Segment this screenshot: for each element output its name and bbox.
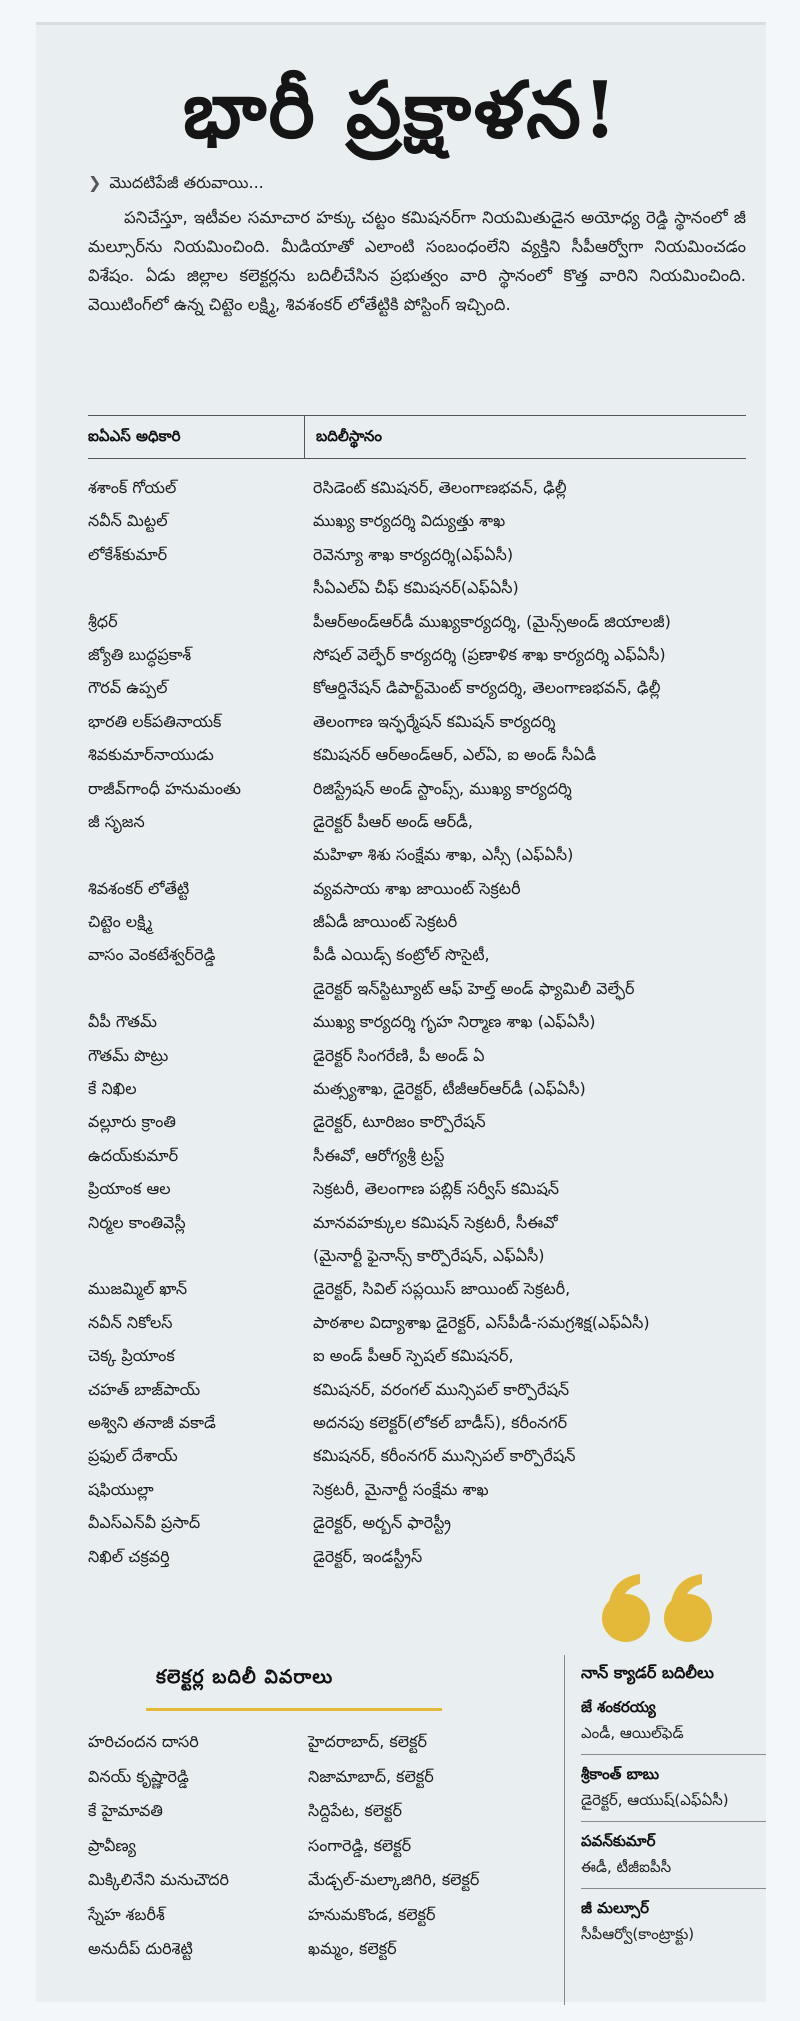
posting-detail: డైరెక్టర్ ఇన్‌స్టిట్యూట్ ఆఫ్ హెల్త్ అండ్ ఫ్యామిలీ వెల్ఫేర్ bbox=[313, 978, 635, 998]
collector-posting: మేడ్చల్-మల్కాజిగిరి, కలెక్టర్ bbox=[308, 1870, 480, 1889]
officer-name: నవీన్ మిట్టల్ bbox=[88, 511, 168, 531]
posting-detail: పీఆర్అండ్‌ఆర్‌డీ ముఖ్యకార్యదర్శి, (మైన్స్‌అండ్ జియాలజీ) bbox=[313, 611, 671, 631]
posting-detail: మానవహక్కుల కమిషన్ సెక్రటరీ, సీఈవో bbox=[313, 1212, 558, 1232]
collector-posting: ఖమ్మం, కలెక్టర్ bbox=[308, 1939, 397, 1958]
posting-detail: ముఖ్య కార్యదర్శి గృహ నిర్మాణ శాఖ (ఎఫ్ఏసీ) bbox=[313, 1012, 596, 1032]
collector-name: స్నేహ శబరీశ్ bbox=[88, 1904, 165, 1924]
non-cadre-item bbox=[581, 1821, 766, 1888]
posting-detail: మత్స్యశాఖ, డైరెక్టర్, టీజీఆర్ఆర్‌డీ (ఎఫ్ఏసీ) bbox=[313, 1079, 586, 1099]
table-row bbox=[88, 905, 768, 938]
officer-name: వీపీ గౌతమ్ bbox=[88, 1012, 157, 1032]
intro-paragraph: పనిచేస్తూ, ఇటీవల సమాచార హక్కు చట్టం కమిషనర్‌గా నియమితుడైన అయోధ్య రెడ్డి స్థానంలో జీ మల్సూర్‌ను నియమించింది. మీడియాతో ఎలాంటి సంబంధంలేని వ్యక్తిని సీపీఆర్వోగా నియమించడం విశేషం. ఏడు జిల్లాల కలెక్టర్లను బదిలీచేసిన ప్రభుత్వం వారి స్థానంలో కొత్త వారిని నియమించింది. వెయిటింగ్‌లో ఉన్న చిట్టెం లక్ష్మి, శివశంకర్ లోతేట్టికి పోస్టింగ్ ఇచ్చింది. bbox=[88, 208, 746, 314]
collector-name: వినయ్ కృష్ణారెడ్డి bbox=[88, 1766, 189, 1786]
posting-detail: డైరెక్టర్, టూరిజం కార్పొరేషన్ bbox=[313, 1112, 486, 1132]
collector-name: హరిచందన దాసరి bbox=[88, 1732, 199, 1751]
non-cadre-transfer-list bbox=[581, 1690, 766, 1955]
officer-name: జీ సృజన bbox=[88, 811, 145, 831]
table-row bbox=[88, 638, 768, 671]
table-row bbox=[88, 772, 768, 805]
collector-row bbox=[88, 1725, 558, 1760]
non-cadre-section-title: నాన్ క్యాడర్ బదిలీలు bbox=[581, 1663, 714, 1682]
collector-transfer-list bbox=[88, 1725, 558, 1967]
collector-row bbox=[88, 1898, 558, 1933]
officer-name: నవీన్ నికోలస్ bbox=[88, 1312, 173, 1332]
collector-name: మిక్కిలినేని మనుచౌదరి bbox=[88, 1870, 230, 1889]
continued-label: మొదటిపేజీ తరువాయి... bbox=[109, 173, 264, 192]
officer-name: అశ్విని తనాజీ వకాడే bbox=[88, 1412, 216, 1432]
table-row bbox=[88, 1373, 768, 1406]
continued-from-front-page bbox=[88, 173, 264, 196]
table-header-rule bbox=[88, 458, 746, 459]
officer-name: చెక్క ప్రియాంక bbox=[88, 1346, 175, 1366]
non-cadre-item bbox=[581, 1888, 766, 1955]
collector-row bbox=[88, 1794, 558, 1829]
posting-detail: సెక్రటరీ, తెలంగాణ పబ్లిక్ సర్వీస్ కమిషన్ bbox=[313, 1179, 559, 1199]
non-cadre-name: జే శంకరయ్య bbox=[581, 1698, 656, 1716]
officer-name: గౌరవ్ ఉప్పల్ bbox=[88, 678, 168, 698]
non-cadre-posting: సీపీఆర్వో(కాంట్రాక్టు) bbox=[581, 1925, 695, 1943]
officer-name: నిఖిల్ చక్రవర్తి bbox=[88, 1546, 170, 1566]
newspaper-page bbox=[36, 22, 766, 2002]
collector-row bbox=[88, 1863, 558, 1898]
table-row bbox=[88, 838, 768, 871]
officer-name: భారతి లక్‌పతినాయక్ bbox=[88, 711, 222, 731]
table-row bbox=[88, 1473, 768, 1506]
collector-row bbox=[88, 1932, 558, 1967]
posting-detail: ముఖ్య కార్యదర్శి విద్యుత్తు శాఖ bbox=[313, 511, 506, 531]
table-row bbox=[88, 1206, 768, 1239]
posting-detail: డైరెక్టర్ పీఆర్ అండ్ ఆర్‌డీ, bbox=[313, 811, 473, 831]
officer-name: శశాంక్ గోయల్ bbox=[88, 478, 177, 497]
posting-detail: కమిషనర్, వరంగల్ మున్సిపల్ కార్పొరేషన్ bbox=[313, 1379, 570, 1399]
table-row bbox=[88, 872, 768, 905]
non-cadre-name: జీ మల్సూర్ bbox=[581, 1899, 649, 1917]
collector-name: ప్రావీణ్య bbox=[88, 1835, 136, 1855]
table-row bbox=[88, 1039, 768, 1072]
officer-name: లోకేశ్‌కుమార్ bbox=[88, 544, 168, 564]
table-top-rule bbox=[88, 415, 746, 416]
officer-name: శ్రీధర్ bbox=[88, 611, 118, 631]
posting-detail: అదనపు కలెక్టర్(లోకల్ బాడీస్), కరీంనగర్ bbox=[313, 1412, 568, 1432]
non-cadre-posting: ఎండీ, ఆయిల్‌ఫెడ్ bbox=[581, 1724, 684, 1742]
quote-mark-icon bbox=[596, 1570, 736, 1650]
posting-detail: సీఈవో, ఆరోగ్యశ్రీ ట్రస్ట్ bbox=[313, 1145, 445, 1165]
officer-name: చిట్టెం లక్ష్మి bbox=[88, 912, 153, 932]
table-row bbox=[88, 671, 768, 704]
non-cadre-posting: ఈడీ, టీజీఐపీసీ bbox=[581, 1858, 672, 1876]
posting-detail: పీడీ ఎయిడ్స్ కంట్రోల్ సొసైటీ, bbox=[313, 945, 490, 965]
table-row bbox=[88, 1005, 768, 1038]
non-cadre-name: శ్రీకాంత్ బాబు bbox=[581, 1765, 660, 1783]
officer-name: ప్రియాంక ఆల bbox=[88, 1179, 171, 1199]
table-row bbox=[88, 1540, 768, 1573]
table-row bbox=[88, 972, 768, 1005]
non-cadre-item bbox=[581, 1690, 766, 1754]
table-row bbox=[88, 738, 768, 771]
officer-name: వీఎస్ఎన్‌వీ ప్రసాద్ bbox=[88, 1513, 201, 1533]
posting-detail: తెలంగాణ ఇన్ఫర్మేషన్ కమిషన్ కార్యదర్శి bbox=[313, 711, 556, 731]
officer-name: రాజీవ్‌గాంధీ హనుమంతు bbox=[88, 778, 241, 798]
posting-detail: డైరెక్టర్, అర్బన్ ఫారెస్ట్రీ bbox=[313, 1513, 451, 1533]
posting-detail: వ్యవసాయ శాఖ జాయింట్ సెక్రటరీ bbox=[313, 878, 521, 898]
officer-name: వాసం వెంకటేశ్వర్‌రెడ్డి bbox=[88, 945, 216, 965]
collector-posting: హనుమకొండ, కలెక్టర్ bbox=[308, 1904, 436, 1924]
table-row bbox=[88, 1339, 768, 1372]
non-cadre-name: పవన్‌కుమార్ bbox=[581, 1832, 656, 1850]
table-row bbox=[88, 1172, 768, 1205]
collector-name: కే హైమావతి bbox=[88, 1801, 163, 1820]
posting-detail: జీఏడీ జాయింట్ సెక్రటరీ bbox=[313, 912, 458, 932]
posting-detail: రెవెన్యూ శాఖ కార్యదర్శి(ఎఫ్ఏసీ) bbox=[313, 544, 514, 564]
headline: భారీ ప్రక్షాళన! bbox=[182, 65, 620, 156]
table-row bbox=[88, 538, 768, 571]
table-row bbox=[88, 1105, 768, 1138]
table-row bbox=[88, 1072, 768, 1105]
collector-posting: నిజామాబాద్, కలెక్టర్ bbox=[308, 1766, 434, 1786]
officer-name: కే నిఖిల bbox=[88, 1079, 137, 1099]
officer-name: శివశంకర్ లోతేట్టి bbox=[88, 878, 190, 898]
header-posting: బదిలీస్థానం bbox=[316, 427, 382, 445]
posting-detail: సెక్రటరీ, మైనార్టీ సంక్షేమ శాఖ bbox=[313, 1479, 489, 1499]
collector-row bbox=[88, 1760, 558, 1795]
collector-name: అనుదీప్ దురిశెట్టి bbox=[88, 1939, 193, 1958]
officer-name: గౌతమ్ పొట్రు bbox=[88, 1045, 169, 1065]
collector-posting: హైదరాబాద్, కలెక్టర్ bbox=[308, 1732, 427, 1751]
collector-posting: సిద్దిపేట, కలెక్టర్ bbox=[308, 1801, 402, 1820]
posting-detail: రెసిడెంట్ కమిషనర్, తెలంగాణభవన్, ఢిల్లీ bbox=[313, 478, 567, 497]
posting-detail: డైరెక్టర్ సింగరేణి, పీ అండ్ ఏ bbox=[313, 1045, 485, 1065]
table-row bbox=[88, 805, 768, 838]
collectors-section-title: కలెక్టర్ల బదిలీ వివరాలు bbox=[156, 1666, 334, 1688]
table-row bbox=[88, 938, 768, 971]
table-row bbox=[88, 1239, 768, 1272]
table-row bbox=[88, 1439, 768, 1472]
table-row bbox=[88, 571, 768, 604]
ias-transfer-list bbox=[88, 471, 768, 1573]
posting-detail: కోఆర్డినేషన్ డిపార్ట్‌మెంట్ కార్యదర్శి, తెలంగాణభవన్, ఢిల్లీ bbox=[313, 678, 661, 698]
posting-detail: కమిషనర్ ఆర్అండ్ఆర్, ఎల్ఏ, ఐ అండ్ సీఏడీ bbox=[313, 745, 597, 765]
table-row bbox=[88, 705, 768, 738]
table-row bbox=[88, 1272, 768, 1305]
table-row bbox=[88, 1506, 768, 1539]
officer-name: నిర్మల కాంతివెస్లీ bbox=[88, 1212, 186, 1232]
officer-name: ఉదయ్‌కుమార్ bbox=[88, 1145, 179, 1165]
officer-name: జ్యోతి బుద్ధప్రకాశ్ bbox=[88, 644, 192, 664]
officer-name: శివకుమార్‌నాయుడు bbox=[88, 745, 214, 765]
posting-detail: డైరెక్టర్, ఇండస్ట్రీస్ bbox=[313, 1546, 423, 1566]
posting-detail: సోషల్ వెల్ఫేర్ కార్యదర్శి (ప్రణాళిక శాఖ కార్యదర్శి ఎఫ్ఏసీ) bbox=[313, 644, 666, 664]
table-row bbox=[88, 1139, 768, 1172]
table-row bbox=[88, 504, 768, 537]
posting-detail: మహిళా శిశు సంక్షేమ శాఖ, ఎస్సీ (ఎఫ్ఏసీ) bbox=[313, 845, 574, 865]
posting-detail: డైరెక్టర్, సివిల్ సప్లయిస్ జాయింట్ సెక్రటరీ, bbox=[313, 1279, 571, 1299]
table-row bbox=[88, 605, 768, 638]
posting-detail: (మైనార్టీ ఫైనాన్స్ కార్పొరేషన్, ఎఫ్ఏసీ) bbox=[313, 1245, 545, 1265]
officer-name: ముజమ్మిల్ ఖాన్ bbox=[88, 1279, 188, 1299]
table-row bbox=[88, 1306, 768, 1339]
chevron-right-icon: ❯ bbox=[88, 173, 102, 192]
posting-detail: సీఏఎల్‌ఏ చీఫ్ కమిషనర్(ఎఫ్ఏసీ) bbox=[313, 578, 519, 598]
sidebar-divider bbox=[564, 1655, 565, 2005]
officer-name: వల్లూరు క్రాంతి bbox=[88, 1112, 176, 1132]
table-row bbox=[88, 471, 768, 504]
officer-name: చహత్ బాజ్‌పాయ్ bbox=[88, 1379, 201, 1399]
header-officer: ఐఏఎస్ అధికారి bbox=[88, 427, 181, 445]
officer-name: ప్రఫుల్ దేశాయ్ bbox=[88, 1446, 178, 1466]
non-cadre-item bbox=[581, 1754, 766, 1821]
posting-detail: పాఠశాల విద్యాశాఖ డైరెక్టర్, ఎస్‌పీడీ-సమగ్రశిక్ష(ఎఫ్ఏసీ) bbox=[313, 1312, 650, 1332]
officer-name: షఫియుల్లా bbox=[88, 1479, 154, 1499]
posting-detail: కమిషనర్, కరీంనగర్ మున్సిపల్ కార్పొరేషన్ bbox=[313, 1446, 576, 1466]
non-cadre-posting: డైరెక్టర్, ఆయుష్(ఎఫ్ఏసీ) bbox=[581, 1791, 729, 1809]
collector-posting: సంగారెడ్డి, కలెక్టర్ bbox=[308, 1835, 412, 1855]
posting-detail: రిజిస్ట్రేషన్ అండ్ స్టాంప్స్, ముఖ్య కార్యదర్శి bbox=[313, 778, 572, 798]
table-header-divider bbox=[304, 415, 305, 458]
collectors-title-underline bbox=[146, 1708, 442, 1711]
table-row bbox=[88, 1406, 768, 1439]
collector-row bbox=[88, 1829, 558, 1864]
posting-detail: ఐ అండ్ పీఆర్ స్పెషల్ కమిషనర్, bbox=[313, 1346, 514, 1366]
